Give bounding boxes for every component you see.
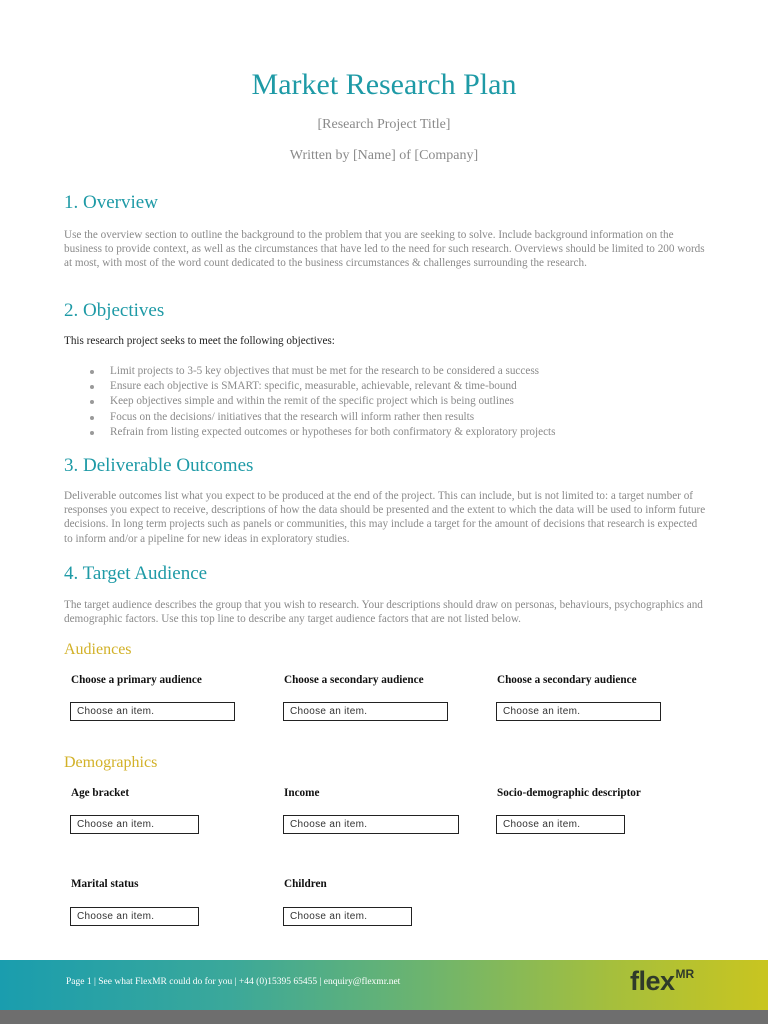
age-bracket-dropdown[interactable]: Choose an item. bbox=[70, 815, 199, 834]
marital-status-dropdown[interactable]: Choose an item. bbox=[70, 907, 199, 926]
objectives-lead: This research project seeks to meet the following objectives: bbox=[64, 335, 335, 347]
income-dropdown[interactable]: Choose an item. bbox=[283, 815, 459, 834]
list-item: Keep objectives simple and within the remit of the specific project which is being outlines bbox=[64, 394, 556, 409]
deliverables-body: Deliverable outcomes list what you expect to be produced at the end of the project. This can include, but is not limited to: a target number of responses you expect to receive, descriptions of how the data should be presented and the extent to which the data will be used to inform future decisions. In long term projects such as panels or communities, this may include a target for the amount of decisions that research is expected to inform and/or a pipeline for new ideas in exploratory studies. bbox=[64, 490, 706, 545]
marital-status-label: Marital status bbox=[71, 878, 139, 890]
flexmr-logo bbox=[630, 966, 694, 997]
deliverables-heading: 3. Deliverable Outcomes bbox=[64, 455, 254, 476]
children-label: Children bbox=[284, 878, 327, 890]
objectives-list bbox=[64, 364, 556, 440]
secondary-audience-dropdown-2[interactable]: Choose an item. bbox=[496, 702, 661, 721]
footer-band bbox=[0, 960, 768, 1010]
income-label: Income bbox=[284, 787, 320, 799]
audiences-heading: Audiences bbox=[64, 641, 132, 658]
target-audience-body: The target audience describes the group that you wish to research. Your descriptions should draw on personas, behaviours, psychographics and demographic factors. Use this top line to describe any target audience factors that are not listed below. bbox=[64, 599, 703, 626]
socio-demographic-label: Socio-demographic descriptor bbox=[497, 787, 641, 799]
socio-demographic-dropdown[interactable]: Choose an item. bbox=[496, 815, 625, 834]
written-by: Written by [Name] of [Company] bbox=[289, 148, 479, 163]
logo-superscript: MR bbox=[675, 967, 695, 981]
primary-audience-label: Choose a primary audience bbox=[71, 674, 202, 686]
project-title: [Research Project Title] bbox=[317, 117, 451, 132]
secondary-audience-label-1: Choose a secondary audience bbox=[284, 674, 424, 686]
secondary-audience-label-2: Choose a secondary audience bbox=[497, 674, 637, 686]
age-bracket-label: Age bracket bbox=[71, 787, 130, 799]
page-title: Market Research Plan bbox=[251, 68, 517, 101]
overview-heading: 1. Overview bbox=[64, 192, 158, 213]
bottom-bar bbox=[0, 1010, 768, 1024]
children-dropdown[interactable]: Choose an item. bbox=[283, 907, 412, 926]
secondary-audience-dropdown-1[interactable]: Choose an item. bbox=[283, 702, 448, 721]
primary-audience-dropdown[interactable]: Choose an item. bbox=[70, 702, 235, 721]
list-item: Ensure each objective is SMART: specific, measurable, achievable, relevant & time-bound bbox=[64, 379, 556, 394]
logo-main-text: flex bbox=[630, 966, 675, 996]
overview-body: Use the overview section to outline the background to the problem that you are seeking to solve. Include background information on the business to provide context, as well as the circumstances that have led to the need for such research. Overviews should be limited to 200 words at most, with most of the word count dedicated to the business circumstances & challenges surrounding the research. bbox=[64, 229, 705, 270]
demographics-heading: Demographics bbox=[64, 754, 158, 771]
objectives-heading: 2. Objectives bbox=[64, 300, 165, 321]
list-item: Refrain from listing expected outcomes or hypotheses for both confirmatory & exploratory projects bbox=[64, 425, 556, 440]
target-audience-heading: 4. Target Audience bbox=[64, 563, 208, 584]
list-item: Focus on the decisions/ initiatives that the research will inform rather then results bbox=[64, 410, 556, 425]
list-item: Limit projects to 3-5 key objectives that must be met for the research to be considered a success bbox=[64, 364, 556, 379]
footer-text: Page 1 | See what FlexMR could do for you | +44 (0)15395 65455 | enquiry@flexmr.net bbox=[66, 977, 401, 987]
